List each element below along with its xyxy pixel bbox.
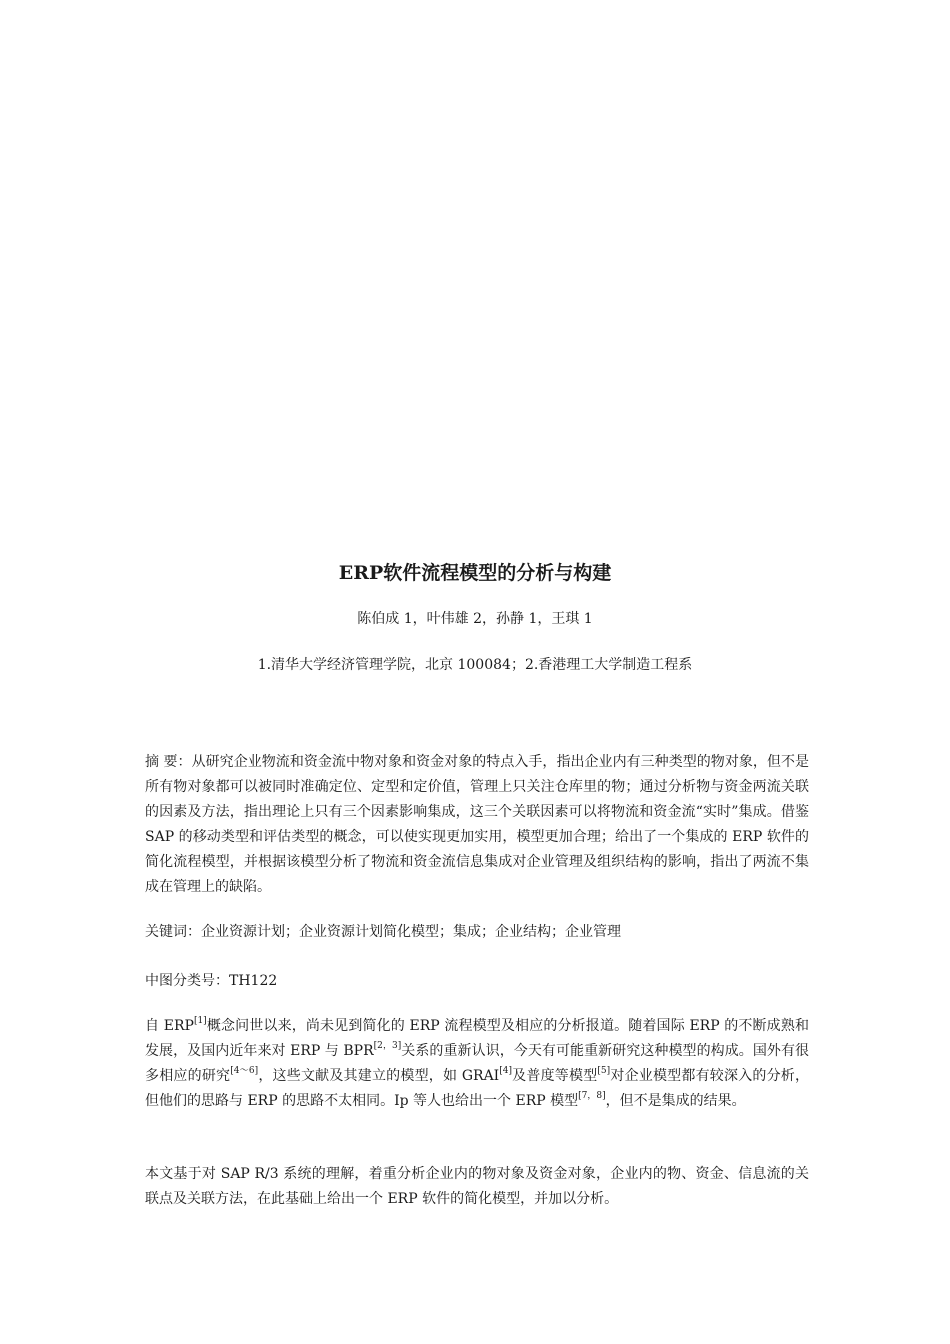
abstract-text: 从研究企业物流和资金流中物对象和资金对象的特点入手，指出企业内有三种类型的物对象，但不是所有物对象都可以被同时准确定位、定型和定价值，管理上只关注仓库里的物；通过分析物与资金两流关联的因素及方法，指出理论上只有三个因素影响集成，这三个关联因素可以将物流和资金流“实时”集成。借鉴 SAP 的移动类型和评估类型的概念，可以使实现更加实用，模型更加合理；给出了一个集成的 ERP 软件的简化流程模型，并根据该模型分析了物流和资金流信息集成对企业管理及组织结构的影响，指出了两流不集成在管理上的缺陷。 bbox=[145, 754, 810, 895]
citation: [4～6] bbox=[230, 1066, 259, 1077]
scope-text: 本文基于对 SAP R/3 系统的理解，着重分析企业内的物对象及资金对象，企业内的物、资金、信息流的关联点及关联方法，在此基础上给出一个 ERP 软件的简化模型，并加以分析。 bbox=[145, 1166, 809, 1207]
intro-text-3: 关系的重新认识，今天有可能重新研究这种模型的构成。国外有很多相应的研究 bbox=[145, 1043, 810, 1084]
abstract bbox=[145, 750, 809, 900]
intro-text-5: 及普度等模型 bbox=[511, 1068, 598, 1084]
citation: [1] bbox=[193, 1016, 207, 1027]
citation: [4] bbox=[499, 1066, 512, 1077]
abstract-label: 摘 要： bbox=[145, 754, 192, 770]
keywords-label: 关键词： bbox=[145, 924, 201, 940]
citation: [5] bbox=[597, 1066, 611, 1077]
clc-value: TH122 bbox=[229, 973, 278, 989]
intro-text-4: ，这些文献及其建立的模型，如 GRAI bbox=[258, 1068, 500, 1084]
keywords-text: 企业资源计划；企业资源计划简化模型；集成；企业结构；企业管理 bbox=[201, 924, 621, 940]
author-list: 陈伯成 1，叶伟雄 2，孙静 1，王琪 1 bbox=[357, 611, 593, 627]
intro-paragraph bbox=[145, 1014, 809, 1114]
intro-text-1: 自 ERP bbox=[145, 1018, 194, 1034]
intro-text-7: ，但不是集成的结果。 bbox=[605, 1093, 746, 1109]
paper-title: ERP软件流程模型的分析与构建 bbox=[338, 562, 612, 584]
citation: [7，8] bbox=[578, 1091, 606, 1102]
intro-text-2: 概念问世以来，尚未见到简化的 ERP 流程模型及相应的分析报道。随着国际 ERP 的不断成熟和发展，及国内近年来对 ERP 与 BPR bbox=[145, 1018, 809, 1059]
affiliations: 1.清华大学经济管理学院，北京 100084；2.香港理工大学制造工程系 bbox=[257, 657, 693, 673]
keywords bbox=[145, 920, 809, 945]
scope-paragraph bbox=[145, 1162, 809, 1212]
classification-number bbox=[145, 969, 809, 994]
citation: [2，3] bbox=[373, 1041, 402, 1052]
intro-text-6: 对企业模型都有较深入的分析，但他们的思路与 ERP 的思路不太相同。Ip 等人也给出一个 ERP 模型 bbox=[145, 1068, 810, 1109]
clc-label: 中图分类号： bbox=[145, 973, 229, 989]
